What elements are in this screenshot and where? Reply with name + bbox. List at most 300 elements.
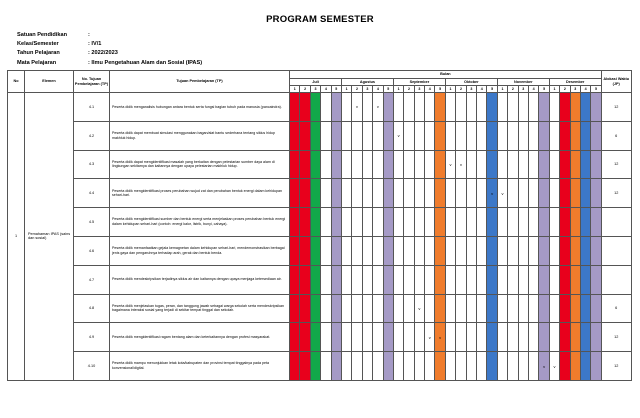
tp-number: 4.2 (74, 121, 110, 150)
week-cell (580, 294, 590, 323)
week-cell (508, 265, 518, 294)
week-cell (497, 265, 507, 294)
week-cell (404, 150, 414, 179)
week-cell (373, 294, 383, 323)
week-cell (591, 93, 601, 122)
week-cell (414, 265, 424, 294)
week-cell (445, 93, 455, 122)
week-cell (300, 93, 310, 122)
week-cell (300, 208, 310, 237)
week-header: 3 (414, 86, 424, 93)
week-cell (300, 294, 310, 323)
week-cell (477, 265, 487, 294)
week-cell (290, 93, 300, 122)
table-row (8, 179, 632, 208)
week-cell (487, 265, 497, 294)
header-no-tujuan: No. Tujuan Pembelajaran (TP) (74, 71, 110, 93)
week-cell (352, 179, 362, 208)
week-cell (445, 179, 455, 208)
week-cell (518, 294, 528, 323)
week-cell (487, 150, 497, 179)
week-cell (352, 93, 362, 122)
week-cell (321, 294, 331, 323)
week-cell (435, 294, 445, 323)
week-cell (497, 236, 507, 265)
elemen-cell: Pemahaman IPAS (sains dan sosial) (25, 93, 74, 381)
week-cell (373, 93, 383, 122)
week-cell (570, 236, 580, 265)
week-cell (435, 179, 445, 208)
week-header: 1 (290, 86, 300, 93)
week-cell (560, 265, 570, 294)
week-cell (518, 179, 528, 208)
week-cell (290, 150, 300, 179)
week-cell (580, 265, 590, 294)
week-cell (456, 294, 466, 323)
week-cell (456, 179, 466, 208)
week-cell (570, 150, 580, 179)
week-cell (580, 323, 590, 352)
week-cell (393, 294, 403, 323)
week-header: 4 (477, 86, 487, 93)
week-cell (352, 323, 362, 352)
week-cell (445, 265, 455, 294)
week-cell (445, 352, 455, 381)
week-cell (518, 121, 528, 150)
week-cell (580, 208, 590, 237)
week-cell (352, 352, 362, 381)
week-cell (321, 352, 331, 381)
week-cell (290, 265, 300, 294)
week-cell (570, 179, 580, 208)
check-mark: v (397, 133, 400, 139)
week-cell (404, 236, 414, 265)
table-row (8, 236, 632, 265)
week-cell (466, 208, 476, 237)
week-cell (539, 121, 549, 150)
week-cell (456, 121, 466, 150)
tp-description: Peserta didik dapat membuat simulasi menggunakan bagan/alat bantu sederhana tentang siklus hidup makhluk hidup. (110, 121, 290, 150)
week-cell (580, 150, 590, 179)
week-cell (435, 121, 445, 150)
week-cell (435, 208, 445, 237)
week-cell (341, 323, 351, 352)
header-bulan: Bulan (290, 71, 602, 79)
header-no: No (8, 71, 25, 93)
week-cell (549, 93, 559, 122)
week-cell (456, 265, 466, 294)
week-cell (383, 208, 393, 237)
week-cell (456, 323, 466, 352)
week-cell (373, 208, 383, 237)
week-cell (549, 294, 559, 323)
table-row (8, 121, 632, 150)
week-cell (570, 93, 580, 122)
week-cell (570, 208, 580, 237)
week-cell (518, 323, 528, 352)
week-cell (456, 93, 466, 122)
week-cell (518, 93, 528, 122)
week-cell (591, 121, 601, 150)
tp-description: Peserta didik mengidentifikasi sumber dan bentuk energi serta menjelaskan proses perubahan bentuk energi dalam kehidupan sehari-hari (contoh: energi kalor, listrik, bunyi, cahaya). (110, 208, 290, 237)
week-cell (487, 323, 497, 352)
week-cell (539, 265, 549, 294)
alokasi-waktu: 12 (601, 93, 631, 122)
week-cell (466, 179, 476, 208)
week-cell (456, 236, 466, 265)
week-cell (341, 352, 351, 381)
tp-number: 4.6 (74, 236, 110, 265)
meta-satuan-pendidikan: Satuan Pendidikan : (17, 32, 90, 38)
week-cell (290, 208, 300, 237)
week-cell (445, 150, 455, 179)
week-header: 4 (528, 86, 538, 93)
week-cell (383, 294, 393, 323)
week-cell (445, 121, 455, 150)
week-cell (352, 265, 362, 294)
week-cell (580, 236, 590, 265)
week-cell (445, 236, 455, 265)
page-title: PROGRAM SEMESTER (266, 14, 374, 25)
week-cell (414, 150, 424, 179)
week-cell (445, 294, 455, 323)
check-mark: v (356, 104, 359, 110)
month-header: Agustus (341, 79, 393, 86)
week-cell (290, 236, 300, 265)
alokasi-waktu (601, 265, 631, 294)
week-cell (383, 121, 393, 150)
week-cell (549, 208, 559, 237)
row-number: 1 (8, 93, 25, 381)
week-cell (435, 93, 445, 122)
week-cell (321, 150, 331, 179)
tp-description: Peserta didik menjelaskan tugas, peran, dan tanggung jawab sebagai warga sekolah serta mendeskripsikan bagaimana interaksi sosial yang terjadi di sekitar tempat tinggal dan sekolah. (110, 294, 290, 323)
week-cell (341, 179, 351, 208)
week-cell (310, 265, 320, 294)
week-cell (539, 352, 549, 381)
week-cell (570, 121, 580, 150)
header-tujuan: Tujuan Pembelajaran (TP) (110, 71, 290, 93)
week-cell (528, 236, 538, 265)
week-cell (445, 208, 455, 237)
tp-description: Peserta didik mampu menunjukkan letak kota/kabupaten dan provinsi tempat tinggalnya pada peta konvensional/digital. (110, 352, 290, 381)
week-cell (321, 265, 331, 294)
week-cell (487, 121, 497, 150)
check-mark: v (491, 190, 494, 196)
table-row (8, 150, 632, 179)
week-cell (487, 294, 497, 323)
week-cell (497, 179, 507, 208)
week-cell (508, 208, 518, 237)
week-cell (528, 265, 538, 294)
week-cell (570, 265, 580, 294)
week-cell (425, 352, 435, 381)
check-mark: v (501, 190, 504, 196)
week-header: 4 (580, 86, 590, 93)
table-row (8, 208, 632, 237)
week-cell (310, 179, 320, 208)
week-cell (466, 150, 476, 179)
week-cell (331, 265, 341, 294)
week-cell (383, 236, 393, 265)
week-cell (362, 121, 372, 150)
week-cell (497, 323, 507, 352)
week-header: 4 (321, 86, 331, 93)
week-cell (404, 352, 414, 381)
week-cell (352, 121, 362, 150)
week-cell (414, 121, 424, 150)
week-cell (425, 323, 435, 352)
week-cell (393, 352, 403, 381)
week-cell (373, 236, 383, 265)
week-cell (570, 352, 580, 381)
week-cell (414, 352, 424, 381)
check-mark: v (449, 161, 452, 167)
week-header: 1 (549, 86, 559, 93)
week-cell (497, 121, 507, 150)
week-cell (393, 150, 403, 179)
week-cell (549, 352, 559, 381)
week-cell (477, 121, 487, 150)
week-cell (310, 352, 320, 381)
week-cell (549, 265, 559, 294)
week-cell (341, 265, 351, 294)
week-cell (466, 265, 476, 294)
week-header: 2 (352, 86, 362, 93)
week-cell (466, 93, 476, 122)
week-cell (331, 150, 341, 179)
week-cell (331, 121, 341, 150)
week-cell (393, 179, 403, 208)
tp-description: Peserta didik dapat mengidentifikasi masalah yang berkaitan dengan pelestarian sumber daya alam di lingkungan sekitarnya dan kaitannya dengan upaya pelestarian makhluk hidup. (110, 150, 290, 179)
week-cell (445, 323, 455, 352)
week-cell (404, 121, 414, 150)
week-cell (560, 121, 570, 150)
header-alokasi: Alokasi Waktu (JP) (601, 71, 631, 93)
week-header: 3 (466, 86, 476, 93)
week-cell (414, 93, 424, 122)
week-cell (341, 294, 351, 323)
week-cell (528, 323, 538, 352)
week-cell (425, 179, 435, 208)
week-cell (435, 150, 445, 179)
month-header: Oktober (445, 79, 497, 86)
check-mark: v (459, 161, 462, 167)
week-cell (477, 179, 487, 208)
week-cell (466, 323, 476, 352)
week-cell (352, 294, 362, 323)
week-cell (341, 208, 351, 237)
week-cell (456, 150, 466, 179)
week-cell (539, 93, 549, 122)
week-cell (528, 294, 538, 323)
week-cell (383, 352, 393, 381)
week-cell (331, 294, 341, 323)
week-cell (352, 236, 362, 265)
week-cell (383, 93, 393, 122)
week-cell (508, 93, 518, 122)
week-cell (518, 265, 528, 294)
week-cell (300, 352, 310, 381)
week-header: 5 (591, 86, 601, 93)
meta-mata-pelajaran: Mata Pelajaran : Ilmu Pengetahuan Alam dan Sosial (IPAS) (17, 59, 203, 66)
week-cell (383, 265, 393, 294)
week-cell (539, 323, 549, 352)
week-cell (487, 352, 497, 381)
week-cell (539, 179, 549, 208)
week-cell (341, 93, 351, 122)
week-cell (362, 323, 372, 352)
week-cell (290, 179, 300, 208)
week-cell (414, 294, 424, 323)
week-cell (580, 352, 590, 381)
week-cell (300, 121, 310, 150)
week-cell (300, 265, 310, 294)
week-cell (591, 236, 601, 265)
week-cell (404, 179, 414, 208)
week-cell (466, 121, 476, 150)
alokasi-waktu (601, 208, 631, 237)
week-cell (352, 150, 362, 179)
week-cell (560, 179, 570, 208)
week-cell (404, 323, 414, 352)
alokasi-waktu: 12 (601, 352, 631, 381)
week-cell (321, 236, 331, 265)
week-cell (425, 93, 435, 122)
week-cell (549, 323, 559, 352)
week-header: 4 (425, 86, 435, 93)
week-cell (518, 236, 528, 265)
week-cell (508, 150, 518, 179)
week-cell (560, 294, 570, 323)
week-cell (518, 208, 528, 237)
week-cell (425, 294, 435, 323)
alokasi-waktu: 6 (601, 294, 631, 323)
week-cell (560, 93, 570, 122)
week-cell (477, 208, 487, 237)
meta-kelas-semester: Kelas/Semester : IV/1 (17, 41, 102, 48)
week-cell (373, 150, 383, 179)
week-cell (560, 323, 570, 352)
week-cell (425, 121, 435, 150)
week-cell (425, 265, 435, 294)
week-cell (310, 323, 320, 352)
week-cell (393, 265, 403, 294)
week-cell (331, 179, 341, 208)
week-cell (425, 236, 435, 265)
week-cell (435, 352, 445, 381)
week-cell (435, 323, 445, 352)
week-cell (466, 236, 476, 265)
week-cell (549, 236, 559, 265)
week-cell (477, 294, 487, 323)
week-header: 5 (539, 86, 549, 93)
week-cell (539, 294, 549, 323)
header-elemen: Elemen (25, 71, 74, 93)
week-cell (321, 179, 331, 208)
week-cell (591, 323, 601, 352)
week-header: 1 (497, 86, 507, 93)
week-cell (508, 294, 518, 323)
week-cell (591, 179, 601, 208)
week-cell (310, 150, 320, 179)
week-cell (362, 265, 372, 294)
week-cell (591, 150, 601, 179)
week-cell (300, 323, 310, 352)
week-cell (580, 179, 590, 208)
week-cell (362, 236, 372, 265)
week-header: 3 (518, 86, 528, 93)
week-cell (383, 323, 393, 352)
week-cell (404, 294, 414, 323)
week-cell (362, 352, 372, 381)
alokasi-waktu: 6 (601, 121, 631, 150)
week-cell (373, 352, 383, 381)
week-cell (487, 179, 497, 208)
week-cell (290, 294, 300, 323)
week-cell (352, 208, 362, 237)
week-cell (570, 323, 580, 352)
week-cell (528, 352, 538, 381)
week-cell (497, 150, 507, 179)
week-cell (560, 150, 570, 179)
week-cell (591, 265, 601, 294)
week-header: 3 (362, 86, 372, 93)
week-cell (362, 179, 372, 208)
week-cell (591, 208, 601, 237)
week-cell (373, 179, 383, 208)
week-cell (331, 208, 341, 237)
week-header: 2 (300, 86, 310, 93)
week-cell (477, 323, 487, 352)
week-cell (528, 150, 538, 179)
week-header: 2 (456, 86, 466, 93)
week-cell (362, 150, 372, 179)
week-cell (331, 323, 341, 352)
week-cell (393, 236, 403, 265)
table-row (8, 323, 632, 352)
alokasi-waktu (601, 236, 631, 265)
check-mark: v (376, 104, 379, 110)
tp-number: 4.5 (74, 208, 110, 237)
week-cell (373, 323, 383, 352)
week-cell (560, 208, 570, 237)
week-cell (508, 236, 518, 265)
week-cell (414, 323, 424, 352)
week-cell (508, 179, 518, 208)
tp-number: 4.4 (74, 179, 110, 208)
tp-number: 4.8 (74, 294, 110, 323)
week-cell (497, 208, 507, 237)
week-cell (310, 208, 320, 237)
week-cell (508, 121, 518, 150)
program-semester-table (7, 70, 632, 381)
week-cell (508, 323, 518, 352)
week-cell (560, 236, 570, 265)
week-cell (435, 236, 445, 265)
month-header: Juli (290, 79, 342, 86)
week-cell (341, 236, 351, 265)
week-cell (310, 236, 320, 265)
week-cell (383, 179, 393, 208)
week-cell (570, 294, 580, 323)
week-cell (404, 208, 414, 237)
table-row (8, 265, 632, 294)
week-cell (539, 236, 549, 265)
week-cell (393, 208, 403, 237)
tp-description: Peserta didik memanfaatkan gejala kemagnetan dalam kehidupan sehari-hari, mendemonstrasikan berbagai jenis gaya dan pengaruhnya terhadap arah, gerak dan bentuk benda. (110, 236, 290, 265)
week-header: 5 (383, 86, 393, 93)
